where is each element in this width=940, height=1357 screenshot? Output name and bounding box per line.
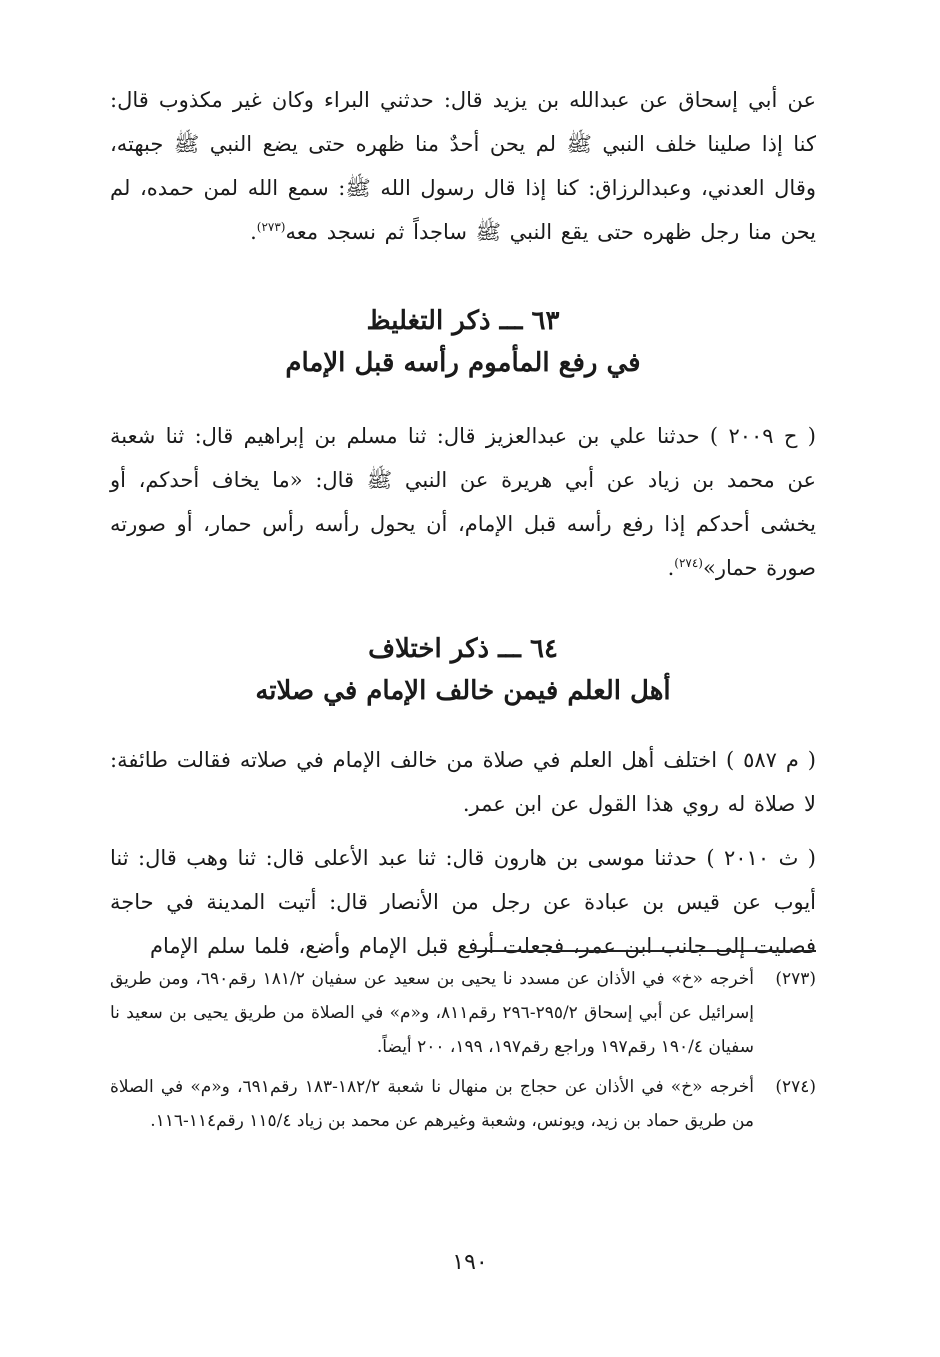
footnotes xyxy=(110,962,816,1144)
section-64-subtitle: أهل العلم فيمن خالف الإمام في صلاته xyxy=(255,676,671,706)
page-body xyxy=(110,78,816,968)
footnote-ref-273[interactable]: (٢٧٣) xyxy=(256,220,286,234)
athar-2010-paragraph: ( ث ٢٠١٠ ) حدثنا موسى بن هارون قال: ثنا عبد الأعلى قال: ثنا وهب قال: ثنا أيوب عن قيس بن عبادة عن رجل من الأنصار قال: أتيت المدينة في حاجة فصليت إلى جانب ابن عمر، فجعلت أرفع قبل الإمام وأضع، فلما سلم الإمام xyxy=(110,846,816,958)
footnote-273-text: أخرجه «خ» في الأذان عن مسدد نا يحيى بن سعيد عن سفيان ١٨١/٢ رقم٦٩٠، ومن طريق إسرائيل عن أبي إسحاق ٢٩٥/٢-٢٩٦ رقم٨١١، و«م» في الصلاة من طريق يحيى بن سعيد نا سفيان ١٩٠/٤ رقم١٩٧ وراجع رقم١٩٧، ١٩٩، ٢٠٠ أيضاً. xyxy=(110,969,754,1057)
section-63-subtitle: في رفع المأموم رأسه قبل الإمام xyxy=(285,348,641,378)
footnote-divider xyxy=(476,950,816,952)
section-heading-63 xyxy=(110,300,816,384)
section-heading-64 xyxy=(110,628,816,712)
page-number: ١٩٠ xyxy=(452,1250,488,1275)
footnote-ref-274[interactable]: (٢٧٤) xyxy=(674,556,703,570)
footnote-274-text: أخرجه «خ» في الأذان عن حجاج بن منهال نا شعبة ١٨٢/٢-١٨٣ رقم٦٩١، و«م» في الصلاة من طريق حماد بن زيد، ويونس، وشعبة وغيرهم عن محمد بن زياد ١١٥/٤ رقم١١٤-١١٦. xyxy=(110,1077,754,1131)
footnote-274-number: (٢٧٤) xyxy=(775,1077,816,1097)
footnote-274 xyxy=(110,1070,816,1138)
paragraph-gap xyxy=(110,826,816,836)
intro-paragraph-end: . xyxy=(250,220,257,244)
masala-587-paragraph: ( م ٥٨٧ ) اختلف أهل العلم في صلاة من خالف الإمام في صلاته فقالت طائفة: لا صلاة له روي هذا القول عن ابن عمر. xyxy=(110,748,816,816)
intro-paragraph xyxy=(110,78,816,254)
hadith-2009-text: ( ح ٢٠٠٩ ) حدثنا علي بن عبدالعزيز قال: ثنا مسلم بن إبراهيم قال: ثنا شعبة عن محمد بن زياد عن أبي هريرة عن النبي ﷺ قال: «ما يخاف أحدكم، أو يخشى أحدكم إذا رفع رأسه قبل الإمام، أن يحول رأسه رأس حمار، أو صورته صورة حمار» xyxy=(110,424,816,580)
section-64-title: ٦٤ ـــ ذكر اختلاف xyxy=(368,634,558,664)
hadith-2009-end: . xyxy=(667,556,675,580)
footnote-273-number: (٢٧٣) xyxy=(775,969,816,989)
hadith-2009-paragraph xyxy=(110,414,816,590)
intro-paragraph-text: عن أبي إسحاق عن عبدالله بن يزيد قال: حدثني البراء وكان غير مكذوب قال: كنا إذا صلينا خلف النبي ﷺ لم يحن أحدٌ منا ظهره حتى يضع النبي ﷺ جبهته، وقال العدني، وعبدالرزاق: كنا إذا قال رسول الله ﷺ: سمع الله لمن حمده، لم يحن منا رجل ظهره حتى يقع النبي ﷺ ساجداً ثم نسجد معه xyxy=(110,88,816,244)
footnote-273 xyxy=(110,962,816,1064)
section-63-title: ٦٣ ـــ ذكر التغليظ xyxy=(366,306,560,336)
